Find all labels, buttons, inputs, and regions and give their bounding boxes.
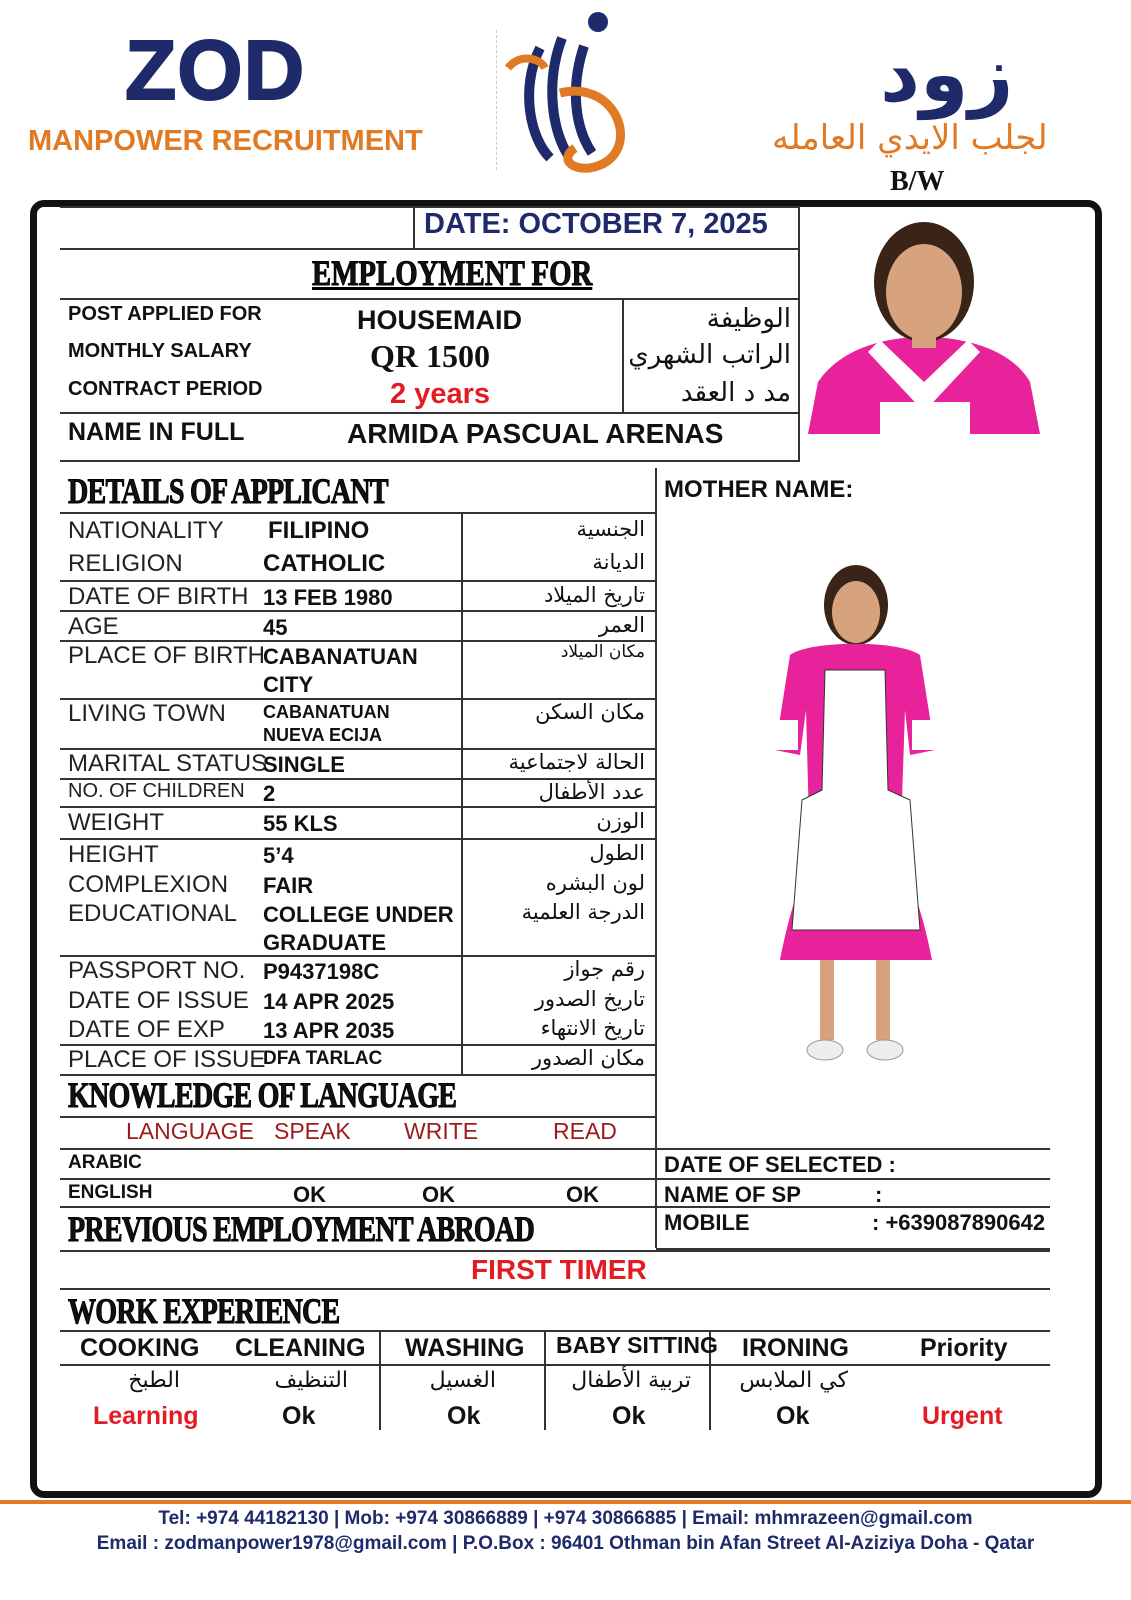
- dob-arabic: تاريخ الميلاد: [543, 583, 645, 607]
- education-arabic: الدرجة العلمية: [521, 900, 645, 924]
- age-value: 45: [263, 615, 288, 640]
- place-of-issue-arabic: مكان الصدور: [531, 1046, 645, 1070]
- nationality-value: FILIPINO: [268, 517, 370, 544]
- complexion-value: FAIR: [263, 873, 314, 898]
- issue-date-arabic: تاريخ الصدور: [534, 987, 645, 1011]
- dob-value: 13 FEB 1980: [263, 585, 393, 610]
- living-town-value: CABANATUAN: [263, 702, 390, 722]
- education-value-2: GRADUATE: [263, 930, 387, 955]
- issue-date-value: 14 APR 2025: [263, 989, 395, 1014]
- age-label: AGE: [68, 613, 119, 640]
- marital-status-label: MARITAL STATUS: [68, 750, 268, 777]
- passport-label: PASSPORT NO.: [68, 957, 246, 984]
- language-header-speak: SPEAK: [274, 1118, 351, 1144]
- skill-washing-arabic: الغسيل: [429, 1368, 496, 1393]
- sp-name-label: NAME OF SP: [664, 1182, 801, 1207]
- weight-value: 55 KLS: [263, 811, 338, 836]
- work-experience-title: WORK EXPERIENCE: [68, 1291, 340, 1331]
- skill-washing: WASHING: [405, 1334, 525, 1362]
- language-title: KNOWLEDGE OF LANGUAGE: [68, 1075, 457, 1115]
- post-value: HOUSEMAID: [357, 305, 523, 335]
- language-english: ENGLISH: [68, 1182, 153, 1203]
- place-of-issue-label: PLACE OF ISSUE: [68, 1046, 266, 1073]
- language-header-read: READ: [553, 1118, 617, 1144]
- children-label: NO. OF CHILDREN: [68, 780, 245, 802]
- english-write: OK: [422, 1182, 455, 1207]
- contract-arabic: مد د العقد: [680, 378, 791, 408]
- complexion-arabic: لون البشره: [545, 871, 645, 895]
- contract-value: 2 years: [390, 378, 490, 410]
- skill-cleaning-status: Ok: [282, 1402, 316, 1430]
- living-town-value-2: NUEVA ECIJA: [263, 725, 383, 745]
- skill-washing-status: Ok: [447, 1402, 481, 1430]
- footer-divider: [0, 1500, 1131, 1504]
- company-tagline: MANPOWER RECRUITMENT: [28, 125, 423, 157]
- arabic-logo: زود: [880, 30, 1014, 120]
- marital-status-arabic: الحالة لاجتماعية: [508, 750, 645, 774]
- weight-arabic: الوزن: [596, 809, 645, 833]
- language-arabic: ARABIC: [68, 1152, 142, 1173]
- details-title: DETAILS OF APPLICANT: [68, 471, 388, 511]
- nationality-label: NATIONALITY: [68, 517, 224, 544]
- place-of-issue-value: DFA TARLAC: [263, 1048, 383, 1069]
- religion-value: CATHOLIC: [263, 550, 386, 577]
- skill-baby-sitting-arabic: تربية الأطفال: [571, 1368, 691, 1393]
- skill-baby-sitting: BABY SITTING: [556, 1332, 718, 1358]
- expiry-date-label: DATE OF EXP: [68, 1016, 225, 1043]
- height-value: 5’4: [263, 843, 294, 868]
- weight-label: WEIGHT: [68, 809, 164, 836]
- company-emblem-icon: [500, 8, 640, 178]
- religion-arabic: الديانة: [592, 550, 645, 574]
- place-of-birth-value-2: CITY: [263, 672, 314, 697]
- sp-name-colon: :: [875, 1182, 883, 1207]
- footer-contact-line-1: Tel: +974 44182130 | Mob: +974 30866889 | +974 30866885 | Email: mhmrazeen@gmail.com: [158, 1508, 973, 1529]
- passport-value: P9437198C: [263, 959, 380, 984]
- language-header-language: LANGUAGE: [126, 1118, 254, 1144]
- children-arabic: عدد الأطفال: [538, 780, 645, 804]
- mobile-label: MOBILE: [664, 1210, 750, 1235]
- height-arabic: الطول: [589, 841, 645, 865]
- previous-employment-value: FIRST TIMER: [471, 1254, 647, 1285]
- name-value: ARMIDA PASCUAL ARENAS: [347, 418, 724, 449]
- name-label: NAME IN FULL: [68, 418, 245, 446]
- salary-label: MONTHLY SALARY: [68, 340, 252, 362]
- expiry-date-value: 13 APR 2035: [263, 1018, 395, 1043]
- skill-priority: Priority: [920, 1334, 1008, 1362]
- english-speak: OK: [293, 1182, 326, 1207]
- place-of-birth-label: PLACE OF BIRTH: [68, 642, 265, 669]
- header-divider: [496, 30, 497, 170]
- marital-status-value: SINGLE: [263, 752, 345, 777]
- mother-name-label: MOTHER NAME:: [664, 476, 854, 503]
- children-value: 2: [263, 781, 276, 806]
- arabic-tagline: لجلب الايدي العامله: [772, 118, 1048, 158]
- company-logo-text: ZOD: [125, 23, 306, 117]
- applicant-full-body-photo: [770, 560, 940, 1070]
- previous-employment-title: PREVIOUS EMPLOYMENT ABROAD: [68, 1209, 534, 1249]
- skill-baby-sitting-status: Ok: [612, 1402, 646, 1430]
- passport-arabic: رقم جواز: [564, 957, 645, 981]
- expiry-date-arabic: تاريخ الانتهاء: [540, 1016, 645, 1040]
- skill-cleaning-arabic: التنظيف: [274, 1368, 348, 1393]
- language-header-write: WRITE: [404, 1118, 479, 1144]
- english-read: OK: [566, 1182, 599, 1207]
- skill-cooking-arabic: الطبخ: [128, 1368, 180, 1393]
- skill-cooking: COOKING: [80, 1334, 200, 1362]
- skill-ironing-status: Ok: [776, 1402, 810, 1430]
- education-label: EDUCATIONAL: [68, 900, 237, 927]
- salary-arabic: الراتب الشهري: [628, 340, 791, 370]
- contract-label: CONTRACT PERIOD: [68, 378, 263, 400]
- salary-value: QR 1500: [370, 338, 490, 374]
- height-label: HEIGHT: [68, 841, 159, 868]
- footer-contact-line-2: Email : zodmanpower1978@gmail.com | P.O.Box : 96401 Othman bin Afan Street Al-Aziziya Doha - Qatar: [96, 1533, 1035, 1554]
- applicant-headshot-photo: [808, 212, 1040, 434]
- age-arabic: العمر: [598, 613, 645, 637]
- skill-ironing: IRONING: [742, 1334, 849, 1362]
- place-of-birth-arabic: مكان الميلاد: [560, 642, 645, 662]
- date-selected-label: DATE OF SELECTED :: [664, 1152, 896, 1177]
- education-value: COLLEGE UNDER: [263, 902, 454, 927]
- post-arabic: الوظيفة: [706, 304, 791, 334]
- skill-ironing-arabic: كي الملابس: [739, 1368, 848, 1393]
- living-town-label: LIVING TOWN: [68, 700, 226, 727]
- place-of-birth-value: CABANATUAN: [263, 644, 418, 669]
- post-label: POST APPLIED FOR: [68, 303, 262, 325]
- skill-cooking-status: Learning: [93, 1402, 199, 1430]
- mobile-value: : +639087890642: [872, 1210, 1046, 1235]
- form-date: DATE: OCTOBER 7, 2025: [424, 208, 768, 240]
- reference-code: B/W: [890, 166, 945, 197]
- nationality-arabic: الجنسية: [576, 517, 645, 541]
- religion-label: RELIGION: [68, 550, 183, 577]
- complexion-label: COMPLEXION: [68, 871, 229, 898]
- form-title: EMPLOYMENT FOR: [312, 253, 593, 293]
- issue-date-label: DATE OF ISSUE: [68, 987, 249, 1014]
- skill-cleaning: CLEANING: [235, 1334, 366, 1362]
- dob-label: DATE OF BIRTH: [68, 583, 249, 610]
- living-town-arabic: مكان السكن: [535, 700, 645, 724]
- priority-status: Urgent: [922, 1402, 1003, 1430]
